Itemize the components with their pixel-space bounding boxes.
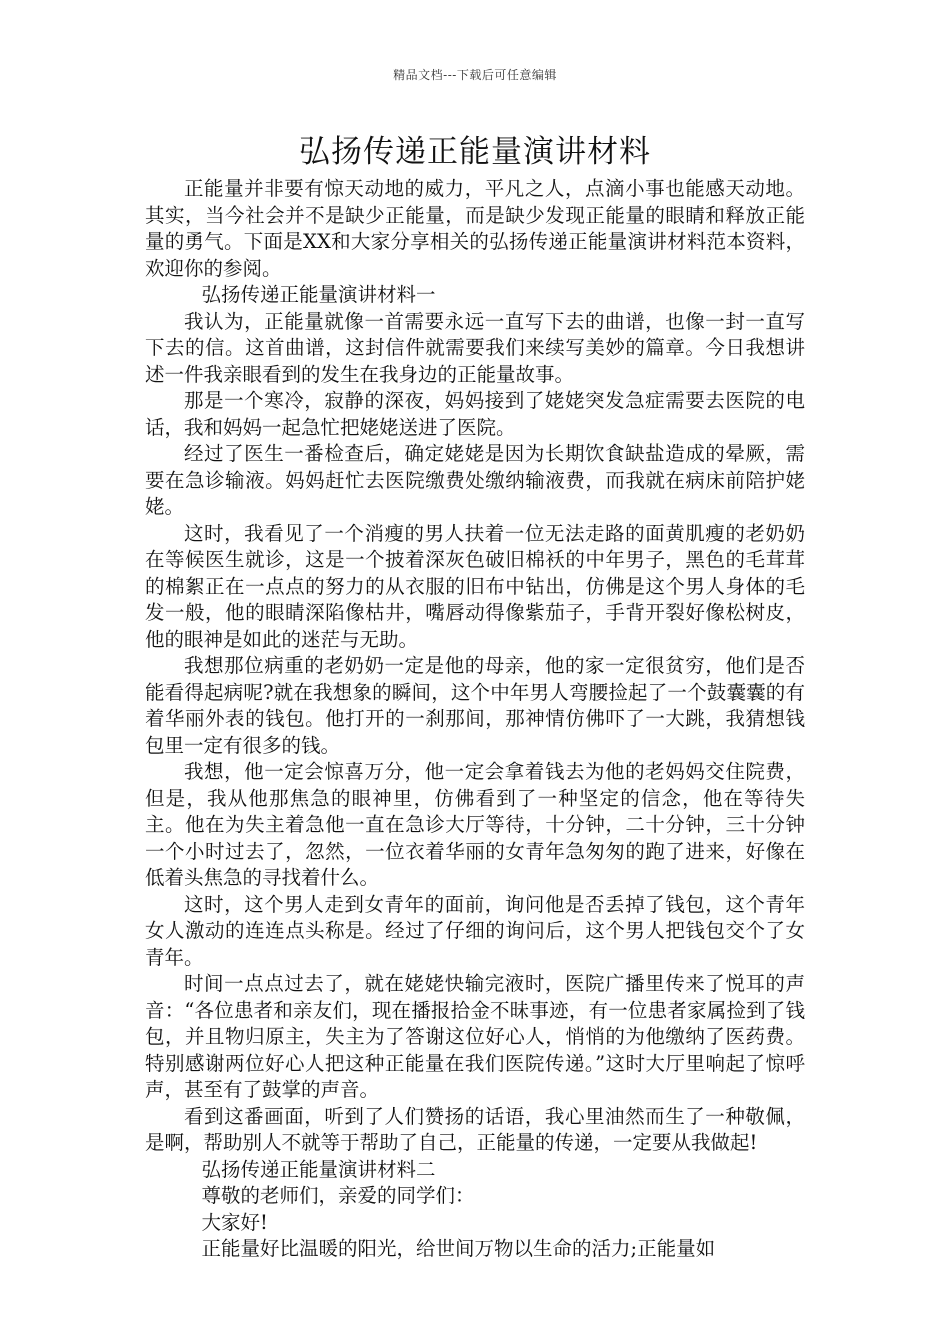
- section-1-paragraph: 时间一点点过去了，就在姥姥快输完液时，医院广播里传来了悦耳的声音：“各位患者和亲友们，现在播报拾金不昧事迹，有一位患者家属捡到了钱包，并且物归原主，失主为了答谢这位好心人，悄悄的为他缴纳了医药费。特别感谢两位好心人把这种正能量在我们医院传递。”这时大厅里响起了惊呼声，甚至有了鼓掌的声音。: [145, 972, 805, 1101]
- section-2-greeting: 尊敬的老师们，亲爱的同学们：: [201, 1184, 475, 1207]
- section-1-paragraph: 那是一个寒冷，寂静的深夜，妈妈接到了姥姥突发急症需要去医院的电话，我和妈妈一起急忙把姥姥送进了医院。: [145, 389, 805, 439]
- section-1-paragraph: 这时，我看见了一个消瘦的男人扶着一位无法走路的面黄肌瘦的老奶奶在等候医生就诊，这是一个披着深灰色破旧棉袄的中年男子，黑色的毛茸茸的棉絮正在一点点的努力的从衣服的旧布中钻出，仿佛是这个男人身体的毛发一般，他的眼睛深陷像枯井，嘴唇动得像紫茄子，手背开裂好像松树皮，他的眼神是如此的迷茫与无助。: [145, 521, 805, 651]
- section-1-paragraph: 经过了医生一番检查后，确定姥姥是因为长期饮食缺盐造成的晕厥，需要在急诊输液。妈妈赶忙去医院缴费处缴纳输液费，而我就在病床前陪护姥姥。: [145, 442, 805, 518]
- section-1-title: 弘扬传递正能量演讲材料一: [201, 283, 436, 306]
- section-1-paragraph: 看到这番画面，听到了人们赞扬的话语，我心里油然而生了一种敬佩，是啊，帮助别人不就等于帮助了自己，正能量的传递，一定要从我做起!: [145, 1104, 805, 1154]
- header-note: 精品文档---下载后可任意编辑: [393, 68, 557, 82]
- section-1-paragraph: 我想，他一定会惊喜万分，他一定会拿着钱去为他的老妈妈交住院费，但是，我从他那焦急的眼神里，仿佛看到了一种坚定的信念，他在等待失主。他在为失主着急他一直在急诊大厅等待，十分钟，二十分钟，三十分钟一个小时过去了，忽然，一位衣着华丽的女青年急匆匆的跑了进来，好像在低着头焦急的寻找着什么。: [145, 760, 805, 889]
- document-title: 弘扬传递正能量演讲材料: [299, 134, 651, 170]
- section-1-paragraph: 这时，这个男人走到女青年的面前，询问他是否丢掉了钱包，这个青年女人激动的连连点头称是。经过了仔细的询问后，这个男人把钱包交个了女青年。: [145, 892, 805, 969]
- document-body: [145, 176, 805, 1263]
- section-1-paragraph: 我认为，正能量就像一首需要永远一直写下去的曲谱，也像一封一直写下去的信。这首曲谱，这封信件就需要我们来续写美妙的篇章。今日我想讲述一件我亲眼看到的发生在我身边的正能量故事。: [145, 309, 805, 386]
- section-2-title: 弘扬传递正能量演讲材料二: [201, 1157, 436, 1181]
- intro-paragraph: 正能量并非要有惊天动地的威力，平凡之人，点滴小事也能感天动地。其实，当今社会并不是缺少正能量，而是缺少发现正能量的眼睛和释放正能量的勇气。下面是XX和大家分享相关的弘扬传递正能量演讲材料范本资料，欢迎你的参阅。: [145, 177, 805, 280]
- section-2-first-line: 正能量好比温暖的阳光，给世间万物以生命的活力;正能量如: [201, 1237, 716, 1260]
- section-2-hello: 大家好!: [201, 1210, 268, 1234]
- section-1-paragraph: 我想那位病重的老奶奶一定是他的母亲，他的家一定很贫穷，他们是否能看得起病呢?就在我想象的瞬间，这个中年男人弯腰捡起了一个鼓囊囊的有着华丽外表的钱包。他打开的一刹那间，那神情仿佛吓了一大跳，我猜想钱包里一定有很多的钱。: [145, 654, 805, 757]
